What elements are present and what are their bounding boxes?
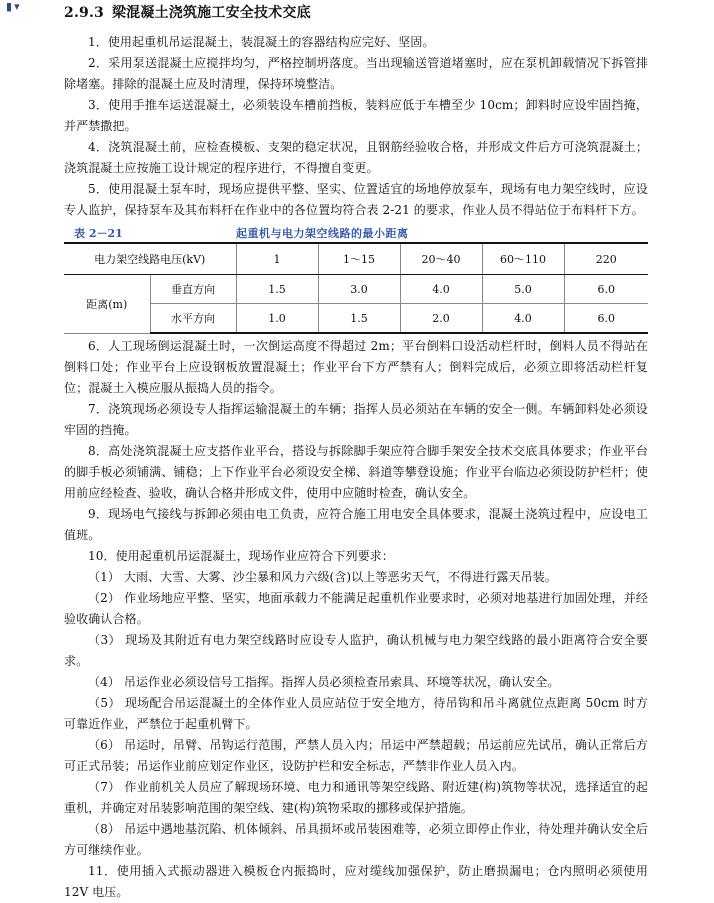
section-number: 2.9.3 (64, 5, 104, 21)
table-voltage-cell: 1 (236, 243, 318, 275)
table-voltage-cell: 60～110 (482, 243, 564, 275)
paragraph-9: 9．现场电气接线与拆卸必须由电工负责，应符合施工用电安全具体要求，混凝土浇筑过程中，应设电工值班。 (64, 507, 648, 542)
heading-marker-icon[interactable]: ▮ (6, 0, 13, 13)
sub-item-5: （5） 现场配合吊运混凝土的全体作业人员应站位于安全地方，待吊钩和吊斗离就位点距离 50cm 时方可靠近作业，严禁位于起重机臂下。 (64, 696, 648, 731)
table-cell: 6.0 (564, 275, 648, 304)
table-row-label: 水平方向 (150, 304, 236, 334)
min-distance-table (64, 242, 648, 334)
table-row (64, 275, 648, 304)
table-caption (64, 224, 648, 242)
paragraph-10: 10．使用起重机吊运混凝土，现场作业应符合下列要求： (88, 549, 394, 563)
table-row-label: 垂直方向 (150, 275, 236, 304)
table-cell: 1.5 (236, 275, 318, 304)
sub-item-6: （6） 吊运时，吊臂、吊钩运行范围，严禁人员入内；吊运中严禁超载；吊运前应先试吊，确认正常后方可正式吊装；吊运作业前应划定作业区，设防护栏和安全标志，严禁非作业人员入内。 (64, 738, 648, 773)
sub-item-7: （7） 作业前机关人员应了解现场环境、电力和通讯等架空线路、附近建(构)筑物等状况，选择适宜的起重机，并确定对吊装影响范围的架空线、建(构)筑物采取的挪移或保护措施。 (64, 780, 648, 815)
table-header-row (64, 243, 648, 275)
section-heading (64, 2, 311, 22)
sub-item-4: （4） 吊运作业必须设信号工指挥。指挥人员必须检查吊索具、环境等状况，确认安全。 (88, 675, 560, 689)
paragraph-1: 1．使用起重机吊运混凝土，装混凝土的容器结构应完好、坚固。 (88, 35, 435, 49)
sub-item-3: （3） 现场及其附近有电力架空线路时应设专人监护，确认机械与电力架空线路的最小距离符合安全要求。 (64, 633, 648, 668)
table-cell: 5.0 (482, 275, 564, 304)
table-voltage-cell: 220 (564, 243, 648, 275)
table-row-group-label: 距离(m) (64, 275, 150, 334)
heading-navigation-markers[interactable] (6, 0, 20, 13)
table-voltage-cell: 20～40 (400, 243, 482, 275)
paragraph-8: 8．高处浇筑混凝土应支搭作业平台，搭设与拆除脚手架应符合脚手架安全技术交底具体要求；作业平台的脚手板必须铺满、铺稳；上下作业平台必须设安全梯、斜道等攀登设施；作业平台临边必须设防护栏杆；使用前应经检查、验收，确认合格并形成文件，使用中应随时检查，确认安全。 (64, 444, 648, 500)
paragraph-2: 2．采用泵送混凝土应搅拌均匀，严格控制坍落度。当出现输送管道堵塞时，应在泵机卸载情况下拆管排除堵塞。排除的混凝土应及时清理，保持环境整洁。 (64, 56, 648, 91)
table-cell: 4.0 (400, 275, 482, 304)
table-header-label: 电力架空线路电压(kV) (64, 243, 236, 275)
paragraph-6: 6．人工现场倒运混凝土时，一次倒运高度不得超过 2m；平台倒料口设活动栏杆时，倒料人员不得站在倒料口处；作业平台上应设钢板放置混凝土；作业平台下方严禁有人；倒料完成后，必须立即将活动栏杆复位；混凝土入模应服从振捣人员的指令。 (64, 339, 648, 395)
table-voltage-cell: 1～15 (318, 243, 400, 275)
table-row (64, 304, 648, 334)
table-cell: 6.0 (564, 304, 648, 334)
table-cell: 1.0 (236, 304, 318, 334)
document-body (64, 32, 648, 903)
table-cell: 4.0 (482, 304, 564, 334)
paragraph-4: 4．浇筑混凝土前，应检查模板、支架的稳定状况，且钢筋经验收合格，并形成文件后方可浇筑混凝土；浇筑混凝土应按施工设计规定的程序进行，不得擅自变更。 (64, 140, 648, 175)
table-number: 表 2－21 (74, 227, 123, 240)
paragraph-11: 11．使用插入式振动器进入模板仓内振捣时，应对缆线加强保护，防止磨损漏电；仓内照明必须使用 12V 电压。 (64, 864, 648, 899)
paragraph-5: 5．使用混凝土泵车时，现场应提供平整、坚实、位置适宜的场地停放泵车，现场有电力架空线时，应设专人监护，保持泵车及其布料杆在作业中的各位置均符合表 2-21 的要求，作业人员不得站位于布料杆下方。 (64, 182, 648, 217)
sub-item-2: （2） 作业场地应平整、坚实，地面承载力不能满足起重机作业要求时，必须对地基进行加固处理，并经验收确认合格。 (64, 591, 648, 626)
section-title: 梁混凝土浇筑施工安全技术交底 (111, 5, 311, 21)
table-cell: 1.5 (318, 304, 400, 334)
table-cell: 3.0 (318, 275, 400, 304)
sub-item-1: （1） 大雨、大雪、大雾、沙尘暴和风力六级(含)以上等恶劣天气，不得进行露天吊装。 (88, 570, 557, 584)
paragraph-3: 3．使用手推车运送混凝土，必须装设车槽前挡板，装料应低于车槽至少 10cm；卸料时应设牢固挡掩，并严禁撒把。 (64, 98, 648, 133)
sub-item-8: （8） 吊运中遇地基沉陷、机体倾斜、吊具损坏或吊装困难等，必须立即停止作业，待处理并确认安全后方可继续作业。 (64, 822, 648, 857)
table-title: 起重机与电力架空线路的最小距离 (236, 227, 409, 240)
collapse-chevron-icon[interactable]: ▾ (14, 0, 20, 13)
table-cell: 2.0 (400, 304, 482, 334)
paragraph-7: 7．浇筑现场必须设专人指挥运输混凝土的车辆；指挥人员必须站在车辆的安全一侧。车辆卸料处必须设牢固的挡掩。 (64, 402, 648, 437)
